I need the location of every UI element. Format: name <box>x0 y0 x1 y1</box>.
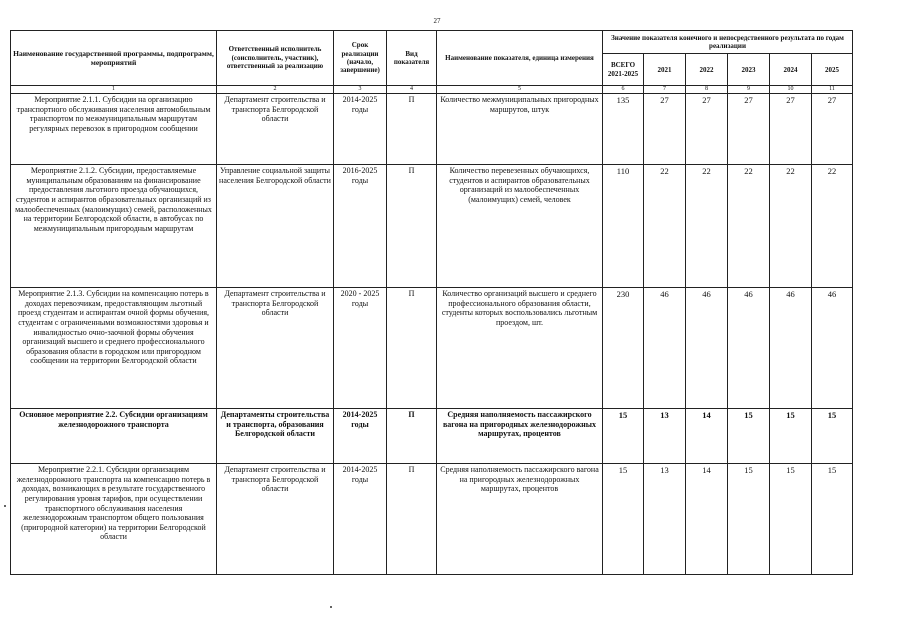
measure-value: 22 <box>686 165 728 288</box>
measure-kind: П <box>387 165 437 288</box>
measure-value: 22 <box>812 165 853 288</box>
measure-value: 15 <box>770 464 812 575</box>
measure-value: 15 <box>812 464 853 575</box>
measure-kind: П <box>387 288 437 409</box>
measure-value: 15 <box>770 409 812 464</box>
measure-value: 46 <box>770 288 812 409</box>
scan-speck <box>4 505 6 507</box>
column-number: 3 <box>334 86 387 94</box>
measure-executor: Департамент строительства и транспорта Белгородской области <box>217 288 334 409</box>
header-year: 2025 <box>812 54 853 86</box>
measure-value: 22 <box>728 165 770 288</box>
measure-kind: П <box>387 464 437 575</box>
measure-indicator: Количество перевезенных обучающихся, студентов и аспирантов образовательных организаций из малообеспеченных (малоимущих) семей, человек <box>437 165 603 288</box>
table-row <box>11 165 853 288</box>
table-row <box>11 288 853 409</box>
measure-total: 230 <box>603 288 644 409</box>
measure-value: 15 <box>728 464 770 575</box>
program-indicators-table <box>10 30 853 575</box>
table-row <box>11 464 853 575</box>
measure-indicator: Средняя наполняемость пассажирского вагона на пригородных железнодорожных маршрутах, процентов <box>437 409 603 464</box>
column-number: 7 <box>644 86 686 94</box>
column-number: 11 <box>812 86 853 94</box>
measure-value: 15 <box>812 409 853 464</box>
column-number: 2 <box>217 86 334 94</box>
header-year: 2024 <box>770 54 812 86</box>
header-year: 2023 <box>728 54 770 86</box>
page-number: 27 <box>433 17 441 25</box>
measure-name: Мероприятие 2.1.2. Субсидии, предоставляемые муниципальным образованиям на финансирование предоставления льготного проезда обучающихся, студентов и аспирантов образовательных организаций из малообеспеченных (малоимущих) семей, расположенных на территории Белгородской области, в автобусах по межмуниципальным пригородным маршрутам <box>11 165 217 288</box>
header-name: Наименование государственной программы, подпрограмм, мероприятий <box>11 31 217 86</box>
column-number: 10 <box>770 86 812 94</box>
column-number: 9 <box>728 86 770 94</box>
column-number: 8 <box>686 86 728 94</box>
measure-kind: П <box>387 409 437 464</box>
measure-value: 46 <box>812 288 853 409</box>
header-kind: Вид показателя <box>387 31 437 86</box>
header-row-top <box>11 31 853 54</box>
header-period: Срок реализации (начало, завершение) <box>334 31 387 86</box>
header-indicator: Наименование показателя, единица измерения <box>437 31 603 86</box>
column-number: 5 <box>437 86 603 94</box>
measure-value: 27 <box>686 94 728 165</box>
measure-value: 14 <box>686 409 728 464</box>
measure-value: 46 <box>644 288 686 409</box>
measure-value: 13 <box>644 464 686 575</box>
measure-executor: Управление социальной защиты населения Белгородской области <box>217 165 334 288</box>
measure-executor: Департамент строительства и транспорта Белгородской области <box>217 94 334 165</box>
measure-value: 22 <box>644 165 686 288</box>
header-executor: Ответственный исполнитель (соисполнитель, участник), ответственный за реализацию <box>217 31 334 86</box>
table-row <box>11 409 853 464</box>
measure-value: 13 <box>644 409 686 464</box>
measure-period: 2014-2025 годы <box>334 464 387 575</box>
header-year: 2022 <box>686 54 728 86</box>
measure-period: 2016-2025 годы <box>334 165 387 288</box>
measure-indicator: Средняя наполняемость пассажирского вагона на пригородных железнодорожных маршрутах, процентов <box>437 464 603 575</box>
measure-kind: П <box>387 94 437 165</box>
measure-period: 2014-2025 годы <box>334 94 387 165</box>
measure-name: Основное мероприятие 2.2. Субсидии организациям железнодорожного транспорта <box>11 409 217 464</box>
table-row <box>11 94 853 165</box>
measure-total: 135 <box>603 94 644 165</box>
measure-name: Мероприятие 2.2.1. Субсидии организациям железнодорожного транспорта на компенсацию потерь в доходах, возникающих в результате государственного регулирования уровня тарифов, при осуществлении транспортного обслуживания населения железнодорожным транспортом общего пользования (пригородной категории) на территории Белгородской области <box>11 464 217 575</box>
column-number-row <box>11 86 853 94</box>
measure-period: 2014-2025 годы <box>334 409 387 464</box>
measure-executor: Департамент строительства и транспорта Белгородской области <box>217 464 334 575</box>
measure-value: 27 <box>812 94 853 165</box>
measure-name: Мероприятие 2.1.3. Субсидии на компенсацию потерь в доходах перевозчикам, предоставляющим льготный проезд студентам и аспирантам очной формы обучения, студентам с ограниченными возможностями здоровья и инвалидностью очно-заочной формы обучения организаций высшего и среднего профессионального образования области в городском или пригородном сообщении на территории Белгородской области <box>11 288 217 409</box>
column-number: 4 <box>387 86 437 94</box>
measure-value: 46 <box>728 288 770 409</box>
measure-value: 46 <box>686 288 728 409</box>
measure-total: 15 <box>603 409 644 464</box>
measure-executor: Департаменты строительства и транспорта, образования Белгородской области <box>217 409 334 464</box>
scan-speck <box>330 606 332 608</box>
column-number: 6 <box>603 86 644 94</box>
measure-value: 27 <box>728 94 770 165</box>
measure-value: 15 <box>728 409 770 464</box>
measure-value: 14 <box>686 464 728 575</box>
header-total: ВСЕГО 2021-2025 <box>603 54 644 86</box>
measure-indicator: Количество межмуниципальных пригородных маршрутов, штук <box>437 94 603 165</box>
measure-indicator: Количество организаций высшего и среднего профессионального образования области, студенты которых воспользовались льготным проездом, шт. <box>437 288 603 409</box>
header-values-group: Значение показателя конечного и непосредственного результата по годам реализации <box>603 31 853 54</box>
header-year: 2021 <box>644 54 686 86</box>
column-number: 1 <box>11 86 217 94</box>
measure-total: 110 <box>603 165 644 288</box>
measure-value: 27 <box>644 94 686 165</box>
measure-value: 22 <box>770 165 812 288</box>
measure-period: 2020 - 2025 годы <box>334 288 387 409</box>
measure-total: 15 <box>603 464 644 575</box>
measure-value: 27 <box>770 94 812 165</box>
measure-name: Мероприятие 2.1.1. Субсидии на организацию транспортного обслуживания населения автомобильным транспортом по межмуниципальным маршрутам регулярных перевозок в пригородном сообщении <box>11 94 217 165</box>
